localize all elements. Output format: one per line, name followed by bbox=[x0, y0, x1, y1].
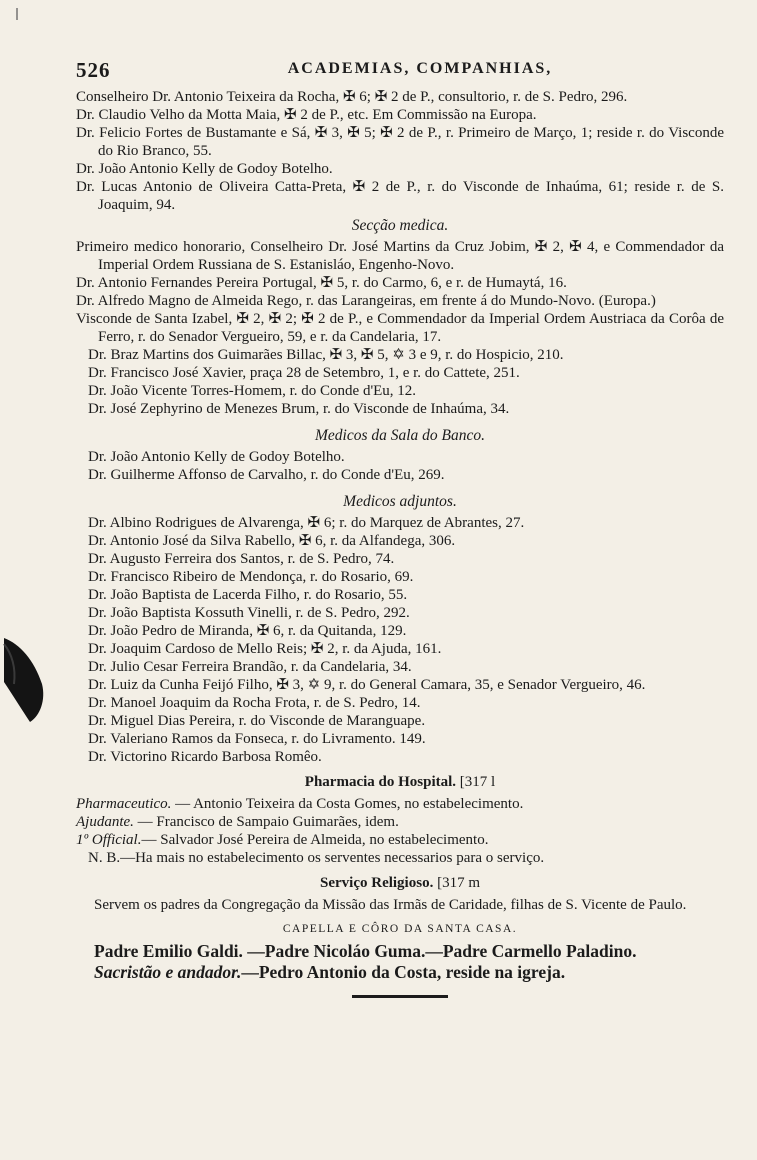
entry: Dr. João Antonio Kelly de Godoy Botelho. bbox=[76, 161, 333, 177]
capella-line bbox=[94, 962, 724, 983]
pharmacia-label: Pharmaceutico. bbox=[76, 796, 172, 812]
entry: Dr. João Baptista Kossuth Vinelli, r. de S. Pedro, 292. bbox=[88, 605, 410, 621]
page-number: 526 bbox=[76, 58, 111, 82]
entry: Dr. João Vicente Torres-Homem, r. do Conde d'Eu, 12. bbox=[88, 383, 417, 399]
closing-rule bbox=[352, 995, 448, 998]
pharmacia-title: Pharmacia do Hospital. bbox=[304, 774, 457, 790]
entry: Dr. Joaquim Cardoso de Mello Reis; ✠ 2, r. da Ajuda, 161. bbox=[88, 641, 442, 657]
religioso-ref: [317 m bbox=[437, 875, 480, 891]
page-header bbox=[76, 58, 724, 88]
entry: Dr. Francisco José Xavier, praça 28 de Setembro, 1, e r. do Cattete, 251. bbox=[88, 365, 520, 381]
margin-tick-mark bbox=[14, 8, 20, 22]
pharmacia-note: N. B.—Ha mais no estabelecimento os serventes necessarios para o serviço. bbox=[88, 850, 545, 866]
section-pharmacia bbox=[76, 795, 724, 867]
running-title: ACADEMIAS, COMPANHIAS, bbox=[287, 60, 553, 77]
entry: Dr. Braz Martins dos Guimarães Billac, ✠ 3, ✠ 5, ✡ 3 e 9, r. do Hospicio, 210. bbox=[88, 347, 564, 363]
capella-text: —Pedro Antonio da Costa, reside na igreja. bbox=[241, 962, 566, 982]
entries-top bbox=[76, 88, 724, 214]
capella-line: Padre Emilio Galdi. —Padre Nicoláo Guma.—Padre Carmello Paladino. bbox=[94, 941, 637, 961]
section-title-adjuntos: Medicos adjuntos. bbox=[343, 493, 457, 510]
entry: Dr. João Baptista de Lacerda Filho, r. do Rosario, 55. bbox=[88, 587, 408, 603]
pharmacia-text: — Antonio Teixeira da Costa Gomes, no estabelecimento. bbox=[171, 796, 524, 812]
entry: Dr. Antonio Fernandes Pereira Portugal, ✠ 5, r. do Carmo, 6, e r. de Humaytá, 16. bbox=[76, 275, 567, 291]
pharmacia-ref: [317 l bbox=[459, 774, 496, 790]
pharmacia-text: — Francisco de Sampaio Guimarães, idem. bbox=[133, 814, 399, 830]
entry: Dr. Guilherme Affonso de Carvalho, r. do Conde d'Eu, 269. bbox=[88, 467, 445, 483]
entry: Dr. Luiz da Cunha Feijó Filho, ✠ 3, ✡ 9, r. do General Camara, 35, e Senador Vergueiro, 46. bbox=[88, 677, 646, 693]
entry: Dr. Lucas Antonio de Oliveira Catta-Preta, ✠ 2 de P., r. do Visconde de Inhaúma, 61; reside r. de S. Joaquim, 94. bbox=[76, 179, 724, 213]
pharmacia-row bbox=[76, 831, 724, 849]
entry: Dr. Manoel Joaquim da Rocha Frota, r. de S. Pedro, 14. bbox=[88, 695, 421, 711]
capella-label: Sacristão e andador. bbox=[94, 962, 242, 982]
pharmacia-label: 1º Official. bbox=[76, 832, 142, 848]
pharmacia-label: Ajudante. bbox=[76, 814, 134, 830]
entry: Dr. Valeriano Ramos da Fonseca, r. do Livramento. 149. bbox=[88, 731, 426, 747]
entry: Dr. Victorino Ricardo Barbosa Romêo. bbox=[88, 749, 322, 765]
section-title-medica: Secção medica. bbox=[351, 217, 449, 234]
entry: Dr. João Pedro de Miranda, ✠ 6, r. da Quitanda, 129. bbox=[88, 623, 407, 639]
entry: Visconde de Santa Izabel, ✠ 2, ✠ 2; ✠ 2 de P., e Commendador da Imperial Ordem Austriaca da Corôa de Ferro, r. do Senador Vergueiro, 59, e r. da Candelaria, 17. bbox=[76, 311, 724, 345]
entry: Dr. Alfredo Magno de Almeida Rego, r. das Larangeiras, em frente á do Mundo-Novo. (Europa.) bbox=[76, 293, 656, 309]
entry: Dr. José Zephyrino de Menezes Brum, r. do Visconde de Inhaúma, 34. bbox=[88, 401, 510, 417]
section-medica bbox=[76, 238, 724, 418]
entry: Dr. Felicio Fortes de Bustamante e Sá, ✠ 3, ✠ 5; ✠ 2 de P., r. Primeiro de Março, 1; reside r. do Visconde do Rio Branco, 55. bbox=[76, 125, 724, 159]
section-title-religioso bbox=[76, 875, 724, 892]
entry: Dr. Augusto Ferreira dos Santos, r. de S. Pedro, 74. bbox=[88, 551, 395, 567]
religioso-title: Serviço Religioso. bbox=[320, 875, 434, 891]
pharmacia-row bbox=[76, 795, 724, 813]
entry: Dr. Antonio José da Silva Rabello, ✠ 6, r. da Alfandega, 306. bbox=[88, 533, 456, 549]
pharmacia-row bbox=[76, 813, 724, 831]
section-adjuntos bbox=[76, 514, 724, 766]
entry: Dr. Julio Cesar Ferreira Brandão, r. da Candelaria, 34. bbox=[88, 659, 412, 675]
religioso-text: Servem os padres da Congregação da Missão das Irmãs de Caridade, filhas de S. Vicente de Paulo. bbox=[94, 897, 687, 913]
section-title-pharmacia bbox=[76, 774, 724, 791]
entry: Dr. Miguel Dias Pereira, r. do Visconde de Maranguape. bbox=[88, 713, 426, 729]
entry: Dr. Claudio Velho da Motta Maia, ✠ 2 de P., etc. Em Commissão na Europa. bbox=[76, 107, 537, 123]
capella-title: CAPELLA E CÔRO DA SANTA CASA. bbox=[282, 923, 518, 935]
margin-blot-mark bbox=[0, 634, 48, 726]
entry: Dr. João Antonio Kelly de Godoy Botelho. bbox=[88, 449, 345, 465]
entry: Dr. Albino Rodrigues de Alvarenga, ✠ 6; r. do Marquez de Abrantes, 27. bbox=[88, 515, 525, 531]
document-page bbox=[76, 58, 724, 998]
section-banco bbox=[76, 448, 724, 484]
entry: Conselheiro Dr. Antonio Teixeira da Rocha, ✠ 6; ✠ 2 de P., consultorio, r. de S. Pedro, 296. bbox=[76, 89, 628, 105]
pharmacia-text: — Salvador José Pereira de Almeida, no estabelecimento. bbox=[141, 832, 489, 848]
entry: Dr. Francisco Ribeiro de Mendonça, r. do Rosario, 69. bbox=[88, 569, 414, 585]
section-title-banco: Medicos da Sala do Banco. bbox=[314, 427, 486, 444]
entry: Primeiro medico honorario, Conselheiro Dr. José Martins da Cruz Jobim, ✠ 2, ✠ 4, e Commendador da Imperial Ordem Russiana de S. Estanisláo, Engenho-Novo. bbox=[76, 239, 724, 273]
